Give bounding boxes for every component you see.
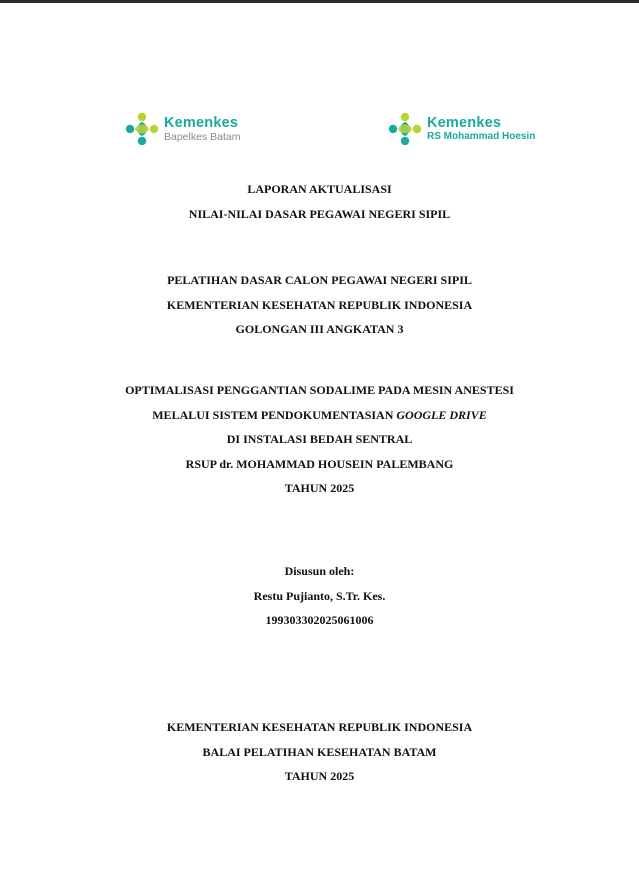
author-label: Disusun oleh: [284,564,355,578]
author-block [0,559,639,633]
logo-brand-text: Kemenkes [164,114,239,131]
report-title [0,177,639,226]
logo-subtitle-text: Bapelkes Batam [164,131,241,143]
kemenkes-bapelkes-logo [125,112,240,146]
logo-subtitle-text: RS Mohammad Hoesin [427,131,536,143]
topic-line-2-italic: GOOGLE DRIVE [396,407,487,422]
top-border [0,0,639,3]
institution-block [0,715,639,789]
logo-brand-text: Kemenkes [427,114,502,131]
institution-line-1: KEMENTERIAN KESEHATAN REPUBLIK INDONESIA [166,720,473,734]
topic-line-2-prefix: MELALUI SISTEM PENDOKUMENTASIAN [152,407,397,422]
training-line-2: KEMENTERIAN KESEHATAN REPUBLIK INDONESIA [166,297,473,312]
topic-block [0,378,639,501]
training-line-1: PELATIHAN DASAR CALON PEGAWAI NEGERI SIPIL [167,273,472,287]
institution-line-3: TAHUN 2025 [284,769,355,783]
institution-line-2: BALAI PELATIHAN KESEHATAN BATAM [202,744,437,759]
title-line-2: NILAI-NILAI DASAR PEGAWAI NEGERI SIPIL [188,206,451,221]
topic-line-3: DI INSTALASI BEDAH SENTRAL [226,432,413,446]
author-name: Restu Pujianto, S.Tr. Kes. [253,588,386,603]
topic-line-2 [0,403,639,428]
training-line-3: GOLONGAN III ANGKATAN 3 [235,322,404,336]
topic-line-1: OPTIMALISASI PENGGANTIAN SODALIME PADA MESIN ANESTESI [125,383,514,397]
topic-line-5: TAHUN 2025 [284,481,355,495]
kemenkes-emblem-icon [388,112,422,146]
topic-line-4: RSUP dr. MOHAMMAD HOUSEIN PALEMBANG [185,456,454,471]
training-block [0,268,639,342]
author-nip: 199303302025061006 [265,613,374,627]
kemenkes-emblem-icon [125,112,159,146]
title-line-1: LAPORAN AKTUALISASI [247,182,392,196]
kemenkes-rs-hoesin-logo [388,112,535,146]
